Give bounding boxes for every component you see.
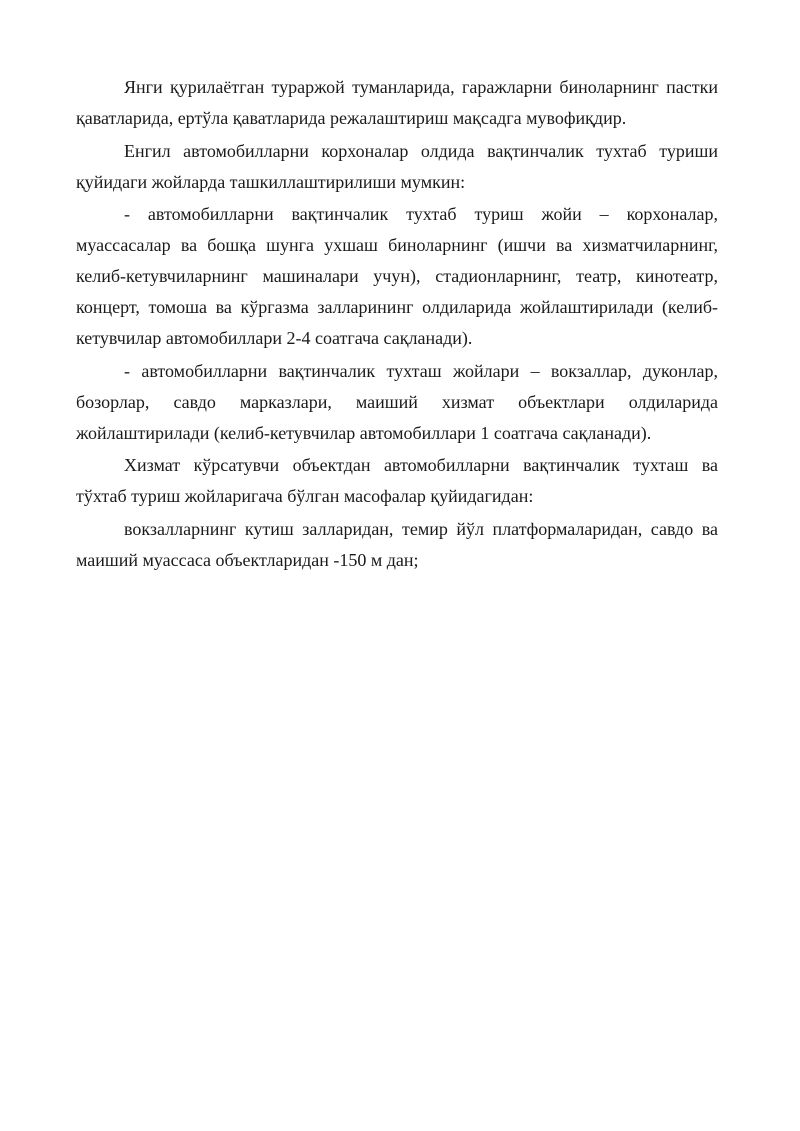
paragraph-distances-intro: Хизмат кўрсатувчи объектдан автомобилларни вақтинчалик тухташ ва тўхтаб туриш жойларигача бўлган масофалар қуйидагидан:: [76, 455, 718, 506]
document-body: [76, 72, 718, 577]
paragraph-distance-150m: вокзалларнинг кутиш залларидан, темир йўл платформаларидан, савдо ва маиший муассаса объектларидан -150 м дан;: [76, 518, 718, 570]
paragraph-parking-enterprises: - автомобилларни вақтинчалик тухтаб туриш жойи – корхоналар, муассасалар ва бошқа шунга ухшаш биноларнинг (ишчи ва хизматчиларнинг, келиб-кетувчиларнинг машиналари учун), стадионларнинг, театр, кинотеатр, концерт, томоша ва кўргазма залларининг олдиларида жойлаштирилади (келиб-кетувчилар автомобиллари 2-4 соатгача сақланади).: [76, 204, 718, 348]
paragraph-temporary-parking-intro: Енгил автомобилларни корхоналар олдида вақтинчалик тухтаб туриши қуйидаги жойларда ташкиллаштирилиши мумкин:: [76, 140, 718, 192]
paragraph-parking-stations: - автомобилларни вақтинчалик тухташ жойлари – вокзаллар, дуконлар, бозорлар, савдо марказлари, маиший хизмат объектлари олдиларида жойлаштирилади (келиб-кетувчилар автомобиллари 1 соатгача сақланади).: [76, 360, 718, 443]
paragraph-garages: Янги қурилаётган тураржой туманларида, гаражларни биноларнинг пастки қаватларида, ертўла қаватларида режалаштириш мақсадга мувофиқдир.: [76, 77, 718, 128]
